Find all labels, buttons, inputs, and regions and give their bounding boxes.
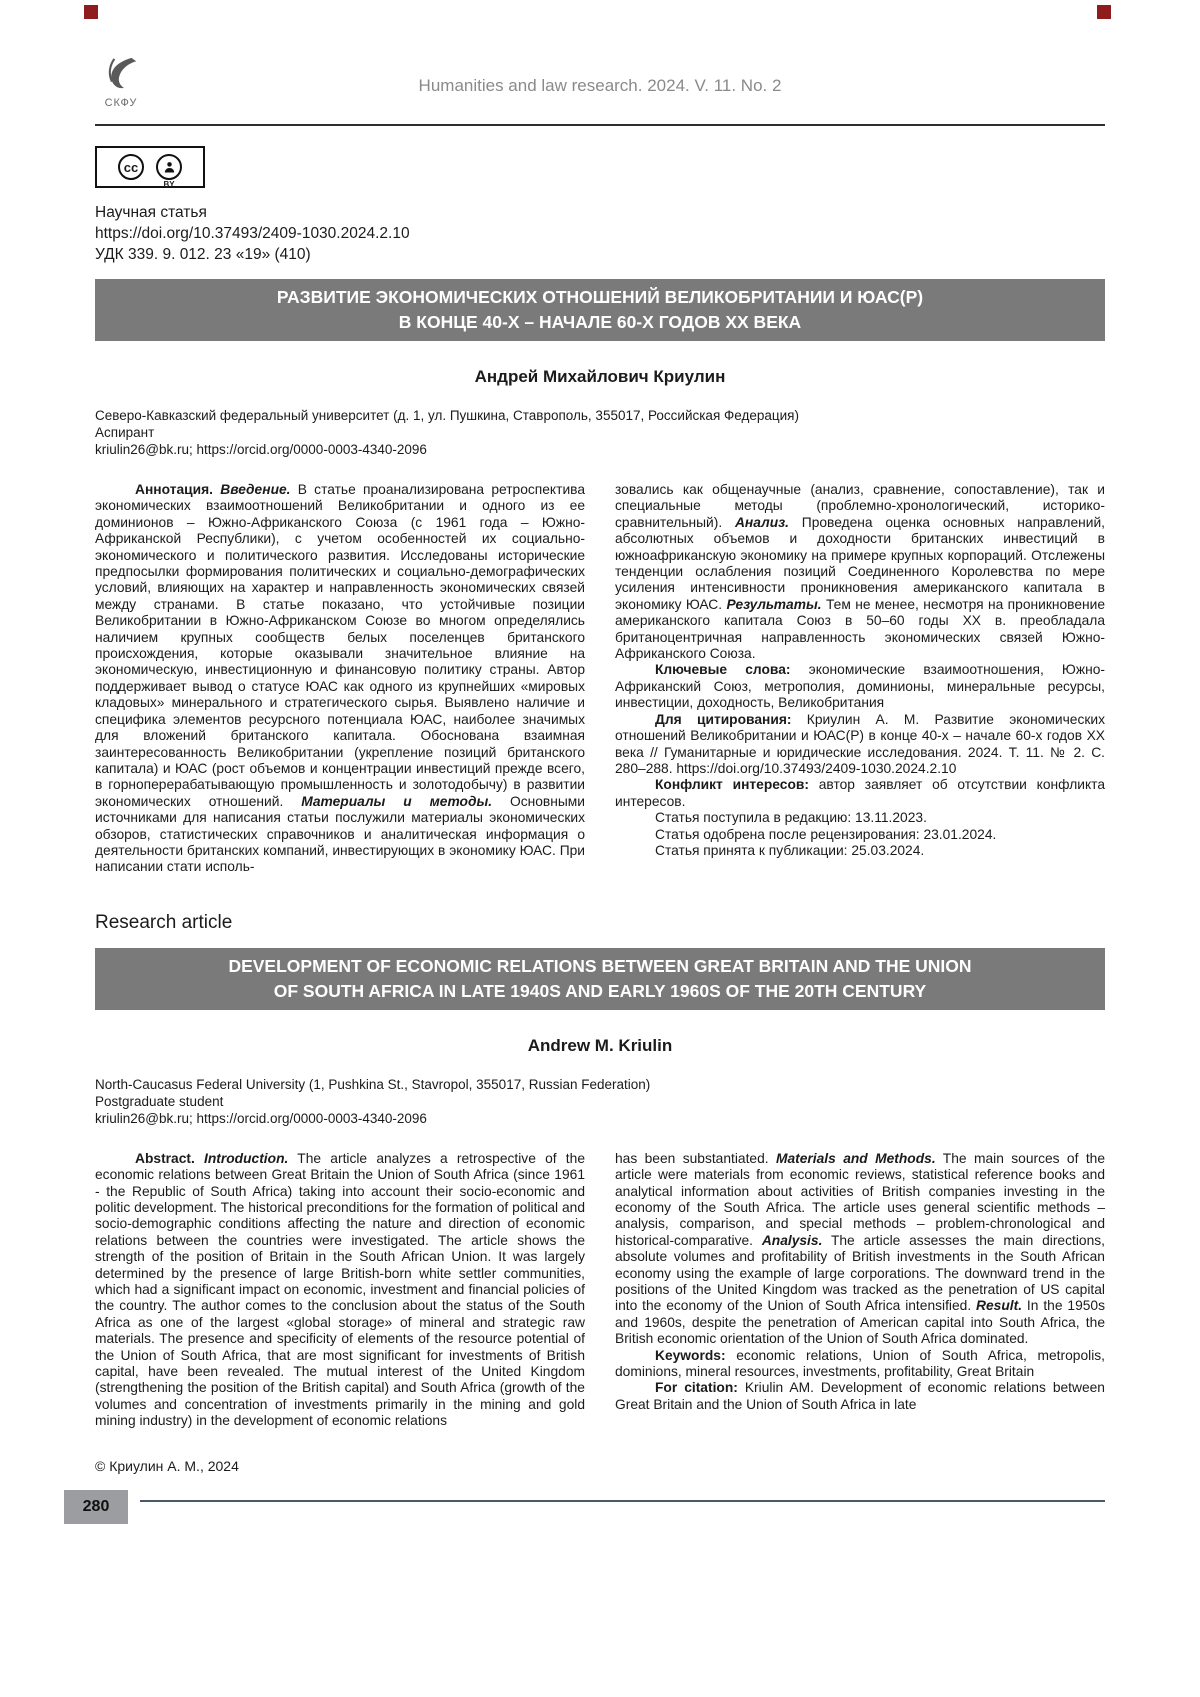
- title-banner-en: [95, 948, 1105, 1010]
- position-en: Postgraduate student: [95, 1093, 224, 1109]
- author-name-en: Andrew M. Kriulin: [527, 1035, 673, 1055]
- abstract-columns-en: [95, 1151, 1105, 1430]
- page-number-badge: 280: [64, 1490, 128, 1524]
- paragraph: Статья поступила в редакцию: 13.11.2023.: [655, 810, 927, 826]
- paragraph: зовались как общенаучные (анализ, сравнение, сопоставление), так и специальные методы (проблемно-хронологический, историко-сравнительный). Анализ. Проведена оценка основных направлений, абсолютных объемов и доходности британских инвестиций в южноафриканскую экономику на примере крупных корпораций. Отслежены тенденции ослабления позиций Соединенного Королевства по мере усиления интенсивности проникновения американского капитала в экономику ЮАС. Результаты. Тем не менее, несмотря на проникновение американского капитала Союз в 50–60 годы XX в. преобладала британоцентричная направленность экономических связей Южно-Африканского Союза.: [615, 482, 1105, 662]
- journal-title: Humanities and law research. 2024. V. 11. No. 2: [418, 76, 782, 95]
- paragraph: Keywords: economic relations, Union of South Africa, metropolis, dominions, mineral resources, investments, profitability, Great Britain: [615, 1347, 1105, 1380]
- cc-by-license-badge: [95, 146, 205, 188]
- title-en-line2: OF SOUTH AFRICA IN LATE 1940S AND EARLY 1960S OF THE 20TH CENTURY: [273, 980, 927, 1001]
- affiliation-en: North-Caucasus Federal University (1, Pushkina St., Stavropol, 355017, Russian Federation): [95, 1076, 651, 1092]
- title-ru-line1: РАЗВИТИЕ ЭКОНОМИЧЕСКИХ ОТНОШЕНИЙ ВЕЛИКОБРИТАНИИ И ЮАС(Р): [276, 287, 924, 307]
- copyright-line: © Криулин А. М., 2024: [95, 1457, 239, 1474]
- paragraph: has been substantiated. Materials and Methods. The main sources of the article were materials from economic reviews, statistical reference books and analytical information about activities of British companies investing in the economy of the South Africa. The article uses general scientific methods – analysis, comparison, and special methods – problem-chronological and historical-comparative. Analysis. The article assesses the main directions, absolute volumes and profitability of British investments in the South African economy using the example of large corporations. The downward trend in the positions of the United Kingdom was tracked as the penetration of US capital into the economy of the Union of South Africa intensified. Result. In the 1950s and 1960s, despite the penetration of American capital into South Africa, the British economic orientation of the Union of South Africa dominated.: [615, 1150, 1106, 1347]
- paragraph: For citation: Kriulin AM. Development of economic relations between Great Britain and the Union of South Africa in late: [615, 1380, 1105, 1412]
- paragraph: Статья принята к публикации: 25.03.2024.: [655, 842, 925, 858]
- contact-link-ru[interactable]: kriulin26@bk.ru; https://orcid.org/0000-0003-4340-2096: [95, 442, 427, 457]
- affiliation-block-en: [95, 1076, 1105, 1127]
- logo-text: СКФУ: [104, 97, 138, 109]
- journal-header: [95, 0, 1105, 126]
- contact-link-en[interactable]: kriulin26@bk.ru; https://orcid.org/0000-0003-4340-2096: [95, 1110, 427, 1126]
- abstract-column-ru-left: [95, 482, 585, 876]
- udk-label: УДК 339. 9. 012. 23 «19» (410): [95, 246, 311, 263]
- paragraph: Аннотация. Введение. В статье проанализирована ретроспектива экономических взаимоотношений Великобритании и одного из ее доминионов – Южно-Африканского Союза (с 1961 года – Южно-Африканской Республики), с учетом особенностей их социально-экономического и политического развития. Исследованы исторические предпосылки формирования политических и социально-демографических условий, влияющих на характер и направленность экономических связей между странами. В статье показано, что устойчивые позиции Великобритании в Южно-Африканском Союзе во многом определялись наличием крупных сообществ белых поселенцев британского происхождения, которые оказывали значительное влияние на экономическую, инвестиционную и финансовую политику страны. Автор поддерживает вывод о статусе ЮАС как одного из крупнейших «мировых кладовых» минерального и стратегического сырья. Выявлено наличие и специфика элементов ресурсного потенциала ЮАС, наиболее значимых для вложений британского капитала. Обоснована взаимная заинтересованность Великобритании (укрепление позиций британского капитала) и ЮАС (рост объемов и концентрации инвестиций прежде всего, в горноперерабатывающую промышленность и золотодобычу) в развитии экономических отношений. Материалы и методы. Основными источниками для написания статьи послужили материалы экономических обзоров, статистических справочников и аналитическая информация о деятельности британских компаний, инвестирующих в экономику ЮАС. При написании стати исполь-: [95, 482, 585, 875]
- title-en-line1: DEVELOPMENT OF ECONOMIC RELATIONS BETWEEN GREAT BRITAIN AND THE UNION: [228, 955, 972, 976]
- paragraph: Abstract. Introduction. The article analyzes a retrospective of the economic relations between Great Britain the Union of South Africa (since 1961 - the Republic of South Africa) taking into account their socio-economic and politic development. The historical preconditions for the formation of political and socio-demographic conditions affecting the nature and direction of economic relations between the countries were investigated. The article shows the strength of the position of Britain in the South African Union. It was largely determined by the presence of large British-born white settler communities, which had a significant impact on economic, investment and financial policies of the country. The author comes to the conclusion about the status of the South Africa as one of the largest «global storage» of mineral and strategic raw materials. The presence and specificity of elements of the resource potential of the Union of South Africa, that are most significant for investments of British capital, have been revealed. The mutual interest of the United Kingdom (strengthening the position of the British capital) and South Africa (growth of the volumes and concentration of investments primarily in the mining and gold mining industry) in the development of economic relations: [95, 1150, 585, 1429]
- article-type-label: Научная статья: [95, 204, 207, 221]
- page-footer: [0, 1490, 1200, 1530]
- research-article-heading: Research article: [95, 911, 233, 933]
- position-ru: Аспирант: [95, 425, 155, 440]
- paragraph: Ключевые слова: экономические взаимоотношения, Южно-Африканский Союз, метрополия, доминионы, минеральные ресурсы, инвестиции, доходность, Великобритания: [615, 662, 1105, 711]
- affiliation-block-ru: [95, 407, 1105, 458]
- title-ru-line2: В КОНЦЕ 40-Х – НАЧАЛЕ 60-Х ГОДОВ XX ВЕКА: [398, 312, 802, 332]
- abstract-column-en-right: [615, 1151, 1105, 1430]
- article-meta: [95, 202, 1105, 265]
- cc-icon: cc: [118, 154, 144, 180]
- by-label: BY: [163, 180, 175, 189]
- paragraph: Для цитирования: Криулин А. М. Развитие экономических отношений Великобритании и ЮАС(Р) в конце 40-х – начале 60-х годов XX века // Гуманитарные и юридические исследования. 2024. Т. 11. № 2. С. 280–288. https://doi.org/10.37493/2409-1030.2024.2.10: [615, 711, 1105, 776]
- abstract-column-ru-right: [615, 482, 1105, 876]
- footer-rule: [140, 1500, 1105, 1502]
- paragraph: Конфликт интересов: автор заявляет об отсутствии конфликта интересов.: [615, 777, 1105, 809]
- title-banner-ru: [95, 279, 1105, 341]
- paragraph: Статья одобрена после рецензирования: 23.01.2024.: [655, 826, 997, 842]
- affiliation-ru: Северо-Кавказский федеральный университет (д. 1, ул. Пушкина, Ставрополь, 355017, Российская Федерация): [95, 408, 799, 423]
- author-name-ru: Андрей Михайлович Криулин: [474, 367, 726, 386]
- doi-link[interactable]: https://doi.org/10.37493/2409-1030.2024.2.10: [95, 225, 410, 242]
- abstract-columns-ru: [95, 482, 1105, 876]
- abstract-column-en-left: [95, 1151, 585, 1430]
- person-icon: [156, 154, 182, 189]
